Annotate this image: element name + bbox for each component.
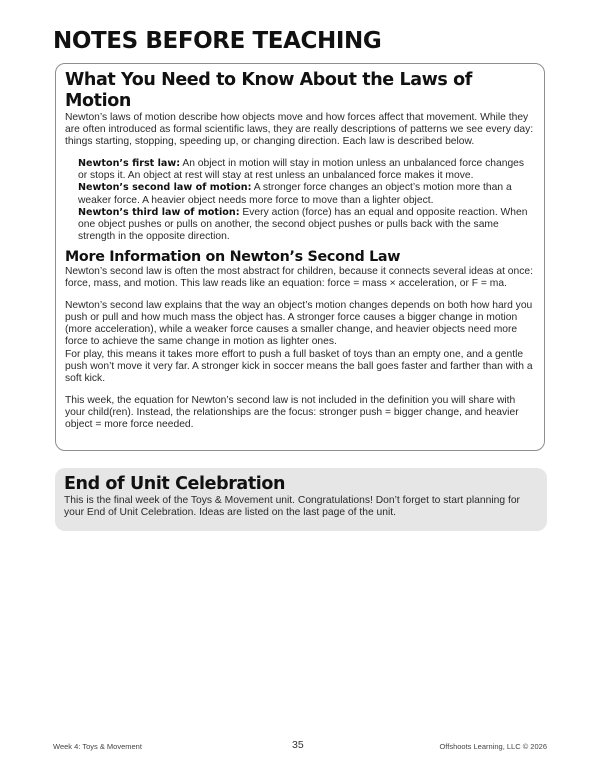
celebration-heading: End of Unit Celebration [64,474,286,494]
law-term: Newton’s first law: [78,158,181,170]
laws-list [78,158,536,243]
second-law-paragraph: Newton’s second law explains that the way an object’s motion changes depends on both how hard you push or pull and how much mass the object has. A stronger force causes a bigger change in motion (more acceleration), while a weaker force causes a smaller change, and heavier objects need more force to achieve the same change in motion as lighter ones. [65,300,533,348]
laws-intro: Newton’s laws of motion describe how objects move and how forces affect that movement. While they are often introduced as formal scientific laws, they are really descriptions of patterns we see every day: things starting, stopping, speeding up, or changing direction. Each law is described below. [65,112,534,148]
footer-week-label: Week 4: Toys & Movement [53,742,142,751]
laws-of-motion-box [55,63,545,451]
celebration-box [55,468,547,531]
page-number: 35 [292,739,304,751]
second-law-heading: More Information on Newton’s Second Law [65,248,401,265]
page-title: NOTES BEFORE TEACHING [53,28,382,54]
law-text: An object in motion will stay in motion unless an unbalanced force changes or stops it. An object at rest will stay at rest unless an unbalanced force makes it move. [78,158,525,182]
law-item-second [78,182,536,206]
celebration-text: This is the final week of the Toys & Movement unit. Congratulations! Don’t forget to start planning for your End of Unit Celebration. Ideas are listed on the last page of the unit. [64,495,520,519]
law-term: Newton’s third law of motion: [78,206,240,218]
second-law-paragraph: Newton’s second law is often the most abstract for children, because it connects several ideas at once: force, mass, and motion. This law reads like an equation: force = mass × acceleration, or F = ma. [65,265,533,290]
footer-copyright: Offshoots Learning, LLC © 2026 [439,742,547,751]
law-text: Every action (force) has an equal and opposite reaction. When one object pushes or pulls on another, the second object pushes or pulls back with the same strength in the opposite direction. [78,206,528,242]
law-term: Newton’s second law of motion: [78,182,252,194]
law-item-third [78,207,536,243]
second-law-paragraph: This week, the equation for Newton’s second law is not included in the definition you will share with your child(ren). Instead, the relationships are the focus: stronger push = bigger change, and heavier object = more force needed. [65,394,519,430]
law-item-first [78,158,536,182]
second-law-paragraph: For play, this means it takes more effort to push a full basket of toys than an empty one, and a gentle push won’t move it very far. A stronger kick in soccer means the ball goes faster and farther than with a soft kick. [65,348,533,384]
laws-heading: What You Need to Know About the Laws of Motion [65,70,472,111]
law-text: A stronger force changes an object’s motion more than a weaker force. A heavier object needs more force to move than a lighter object. [78,182,512,206]
